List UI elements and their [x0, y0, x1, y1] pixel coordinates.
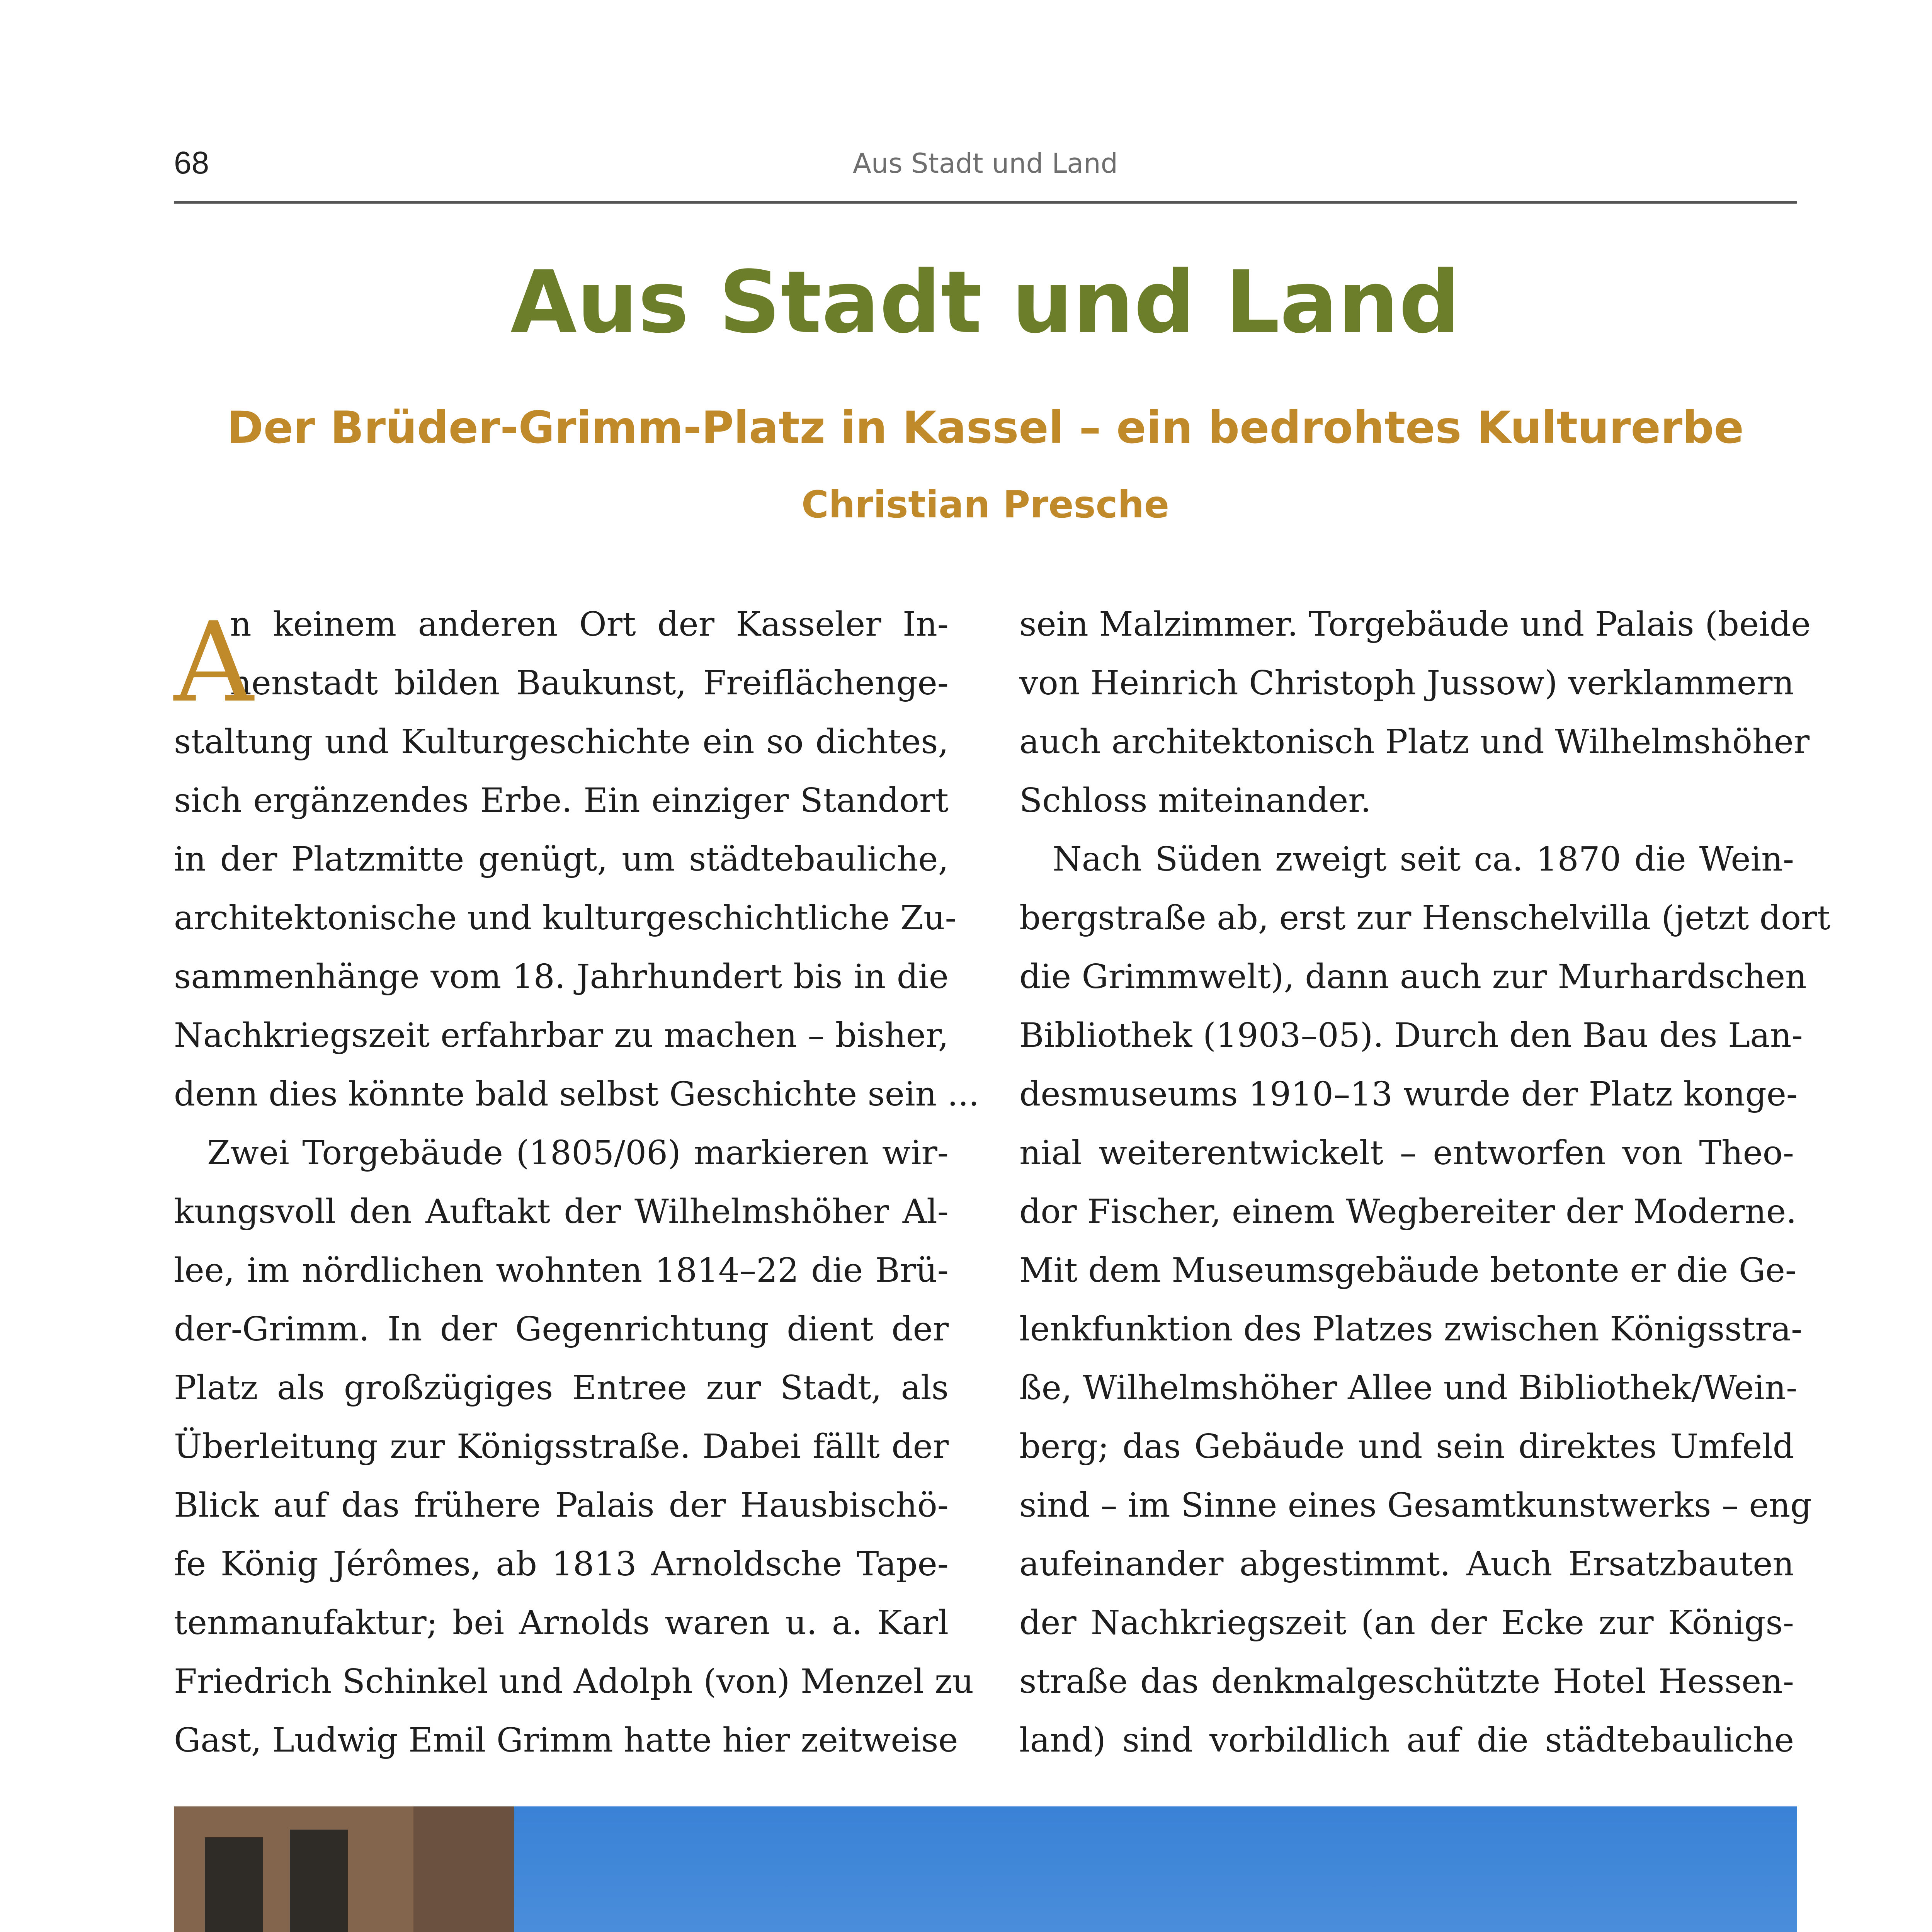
body-line: Friedrich Schinkel und Adolph (von) Menzel zu	[174, 1662, 974, 1701]
running-header	[174, 139, 1797, 204]
body-line: Schloss miteinander.	[1019, 781, 1371, 820]
body-line: staltung und Kulturgeschichte ein so dichtes,	[174, 723, 949, 761]
body-line: sammenhänge vom 18. Jahrhundert bis in die	[174, 957, 949, 996]
body-column-left	[174, 595, 980, 1770]
body-line: straße das denkmalgeschützte Hotel Hessen-	[1019, 1662, 1794, 1701]
body-line: Nachkriegszeit erfahrbar zu machen – bisher,	[174, 1016, 949, 1055]
body-line: bergstraße ab, erst zur Henschelvilla (jetzt dort	[1019, 899, 1830, 937]
body-line: Nach Süden zweigt seit ca. 1870 die Wein-	[1053, 840, 1794, 879]
body-line: kungsvoll den Auftakt der Wilhelmshöher Al-	[174, 1192, 949, 1231]
body-line: fe König Jérômes, ab 1813 Arnoldsche Tape-	[174, 1545, 949, 1583]
body-line: Überleitung zur Königsstraße. Dabei fällt der	[174, 1427, 949, 1466]
body-line: land) sind vorbildlich auf die städtebauliche	[1019, 1721, 1794, 1760]
running-title: Aus Stadt und Land	[853, 148, 1118, 179]
body-line: die Grimmwelt), dann auch zur Murhardschen	[1019, 957, 1807, 996]
body-line: nial weiterentwickelt – entworfen von Theo-	[1019, 1134, 1794, 1172]
body-line: desmuseums 1910–13 wurde der Platz konge-	[1019, 1075, 1798, 1114]
body-column-right	[1019, 595, 1830, 1770]
body-line: Blick auf das frühere Palais der Hausbischö-	[174, 1486, 949, 1525]
body-line: sind – im Sinne eines Gesamtkunstwerks – eng	[1019, 1486, 1812, 1525]
page-number: 68	[174, 145, 209, 180]
body-line: der Nachkriegszeit (an der Ecke zur Königs-	[1019, 1604, 1794, 1642]
body-line: n keinem anderen Ort der Kasseler In-	[230, 605, 949, 644]
article-title: Der Brüder-Grimm-Platz in Kassel – ein bedrohtes Kulturerbe	[227, 402, 1744, 453]
article-author: Christian Presche	[801, 483, 1169, 526]
street-photo	[174, 1806, 1797, 1932]
body-line: architektonische und kulturgeschichtliche Zu-	[174, 899, 956, 937]
body-line: Zwei Torgebäude (1805/06) markieren wir-	[207, 1134, 949, 1172]
section-title: Aus Stadt und Land	[510, 253, 1460, 352]
body-line: lenkfunktion des Platzes zwischen Königsstra-	[1019, 1310, 1803, 1349]
body-line: sich ergänzendes Erbe. Ein einziger Standort	[174, 781, 949, 820]
body-line: tenmanufaktur; bei Arnolds waren u. a. Karl	[174, 1604, 949, 1642]
body-line: ße, Wilhelmshöher Allee und Bibliothek/Wein-	[1019, 1369, 1798, 1407]
body-line: nenstadt bilden Baukunst, Freiflächenge-	[230, 664, 949, 702]
body-line: Gast, Ludwig Emil Grimm hatte hier zeitweise	[174, 1721, 958, 1760]
body-line: lee, im nördlichen wohnten 1814–22 die Brü-	[174, 1251, 949, 1290]
body-line: aufeinander abgestimmt. Auch Ersatzbauten	[1019, 1545, 1794, 1583]
body-line: der-Grimm. In der Gegenrichtung dient der	[174, 1310, 949, 1349]
body-line: Bibliothek (1903–05). Durch den Bau des Lan-	[1019, 1016, 1803, 1055]
body-line: von Heinrich Christoph Jussow) verklammern	[1019, 664, 1794, 702]
body-line: dor Fischer, einem Wegbereiter der Moderne.	[1019, 1192, 1797, 1231]
body-line: denn dies könnte bald selbst Geschichte sein ...	[174, 1075, 980, 1114]
body-line: auch architektonisch Platz und Wilhelmshöher	[1019, 723, 1810, 761]
body-line: in der Platzmitte genügt, um städtebauliche,	[174, 840, 949, 879]
left-building	[174, 1806, 514, 1932]
body-line: Mit dem Museumsgebäude betonte er die Ge-	[1019, 1251, 1797, 1290]
body-line: sein Malzimmer. Torgebäude und Palais (beide	[1019, 605, 1811, 644]
drop-cap: A	[174, 599, 253, 727]
body-line: berg; das Gebäude und sein direktes Umfeld	[1019, 1427, 1794, 1466]
body-line: Platz als großzügiges Entree zur Stadt, als	[174, 1369, 949, 1407]
